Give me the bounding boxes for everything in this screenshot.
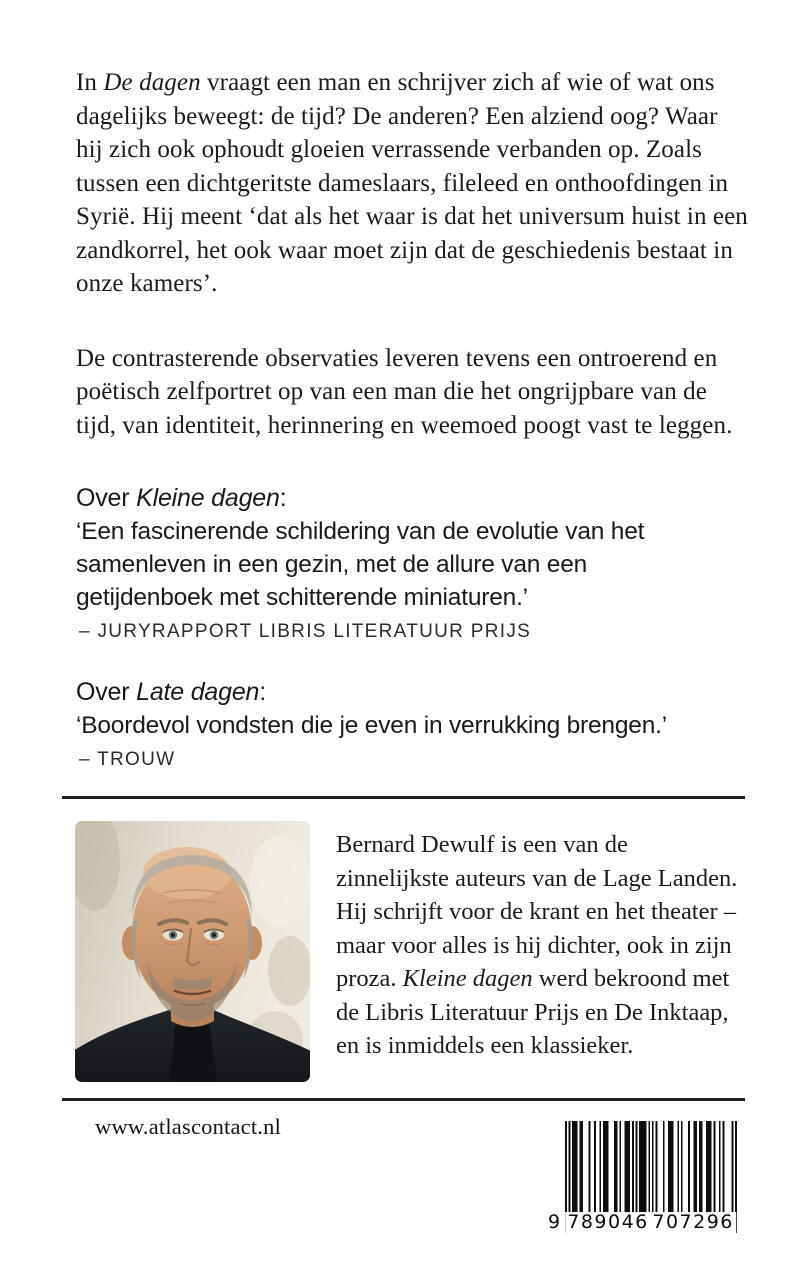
barcode-digits-right: 707296 (652, 1211, 734, 1233)
review-quote: ‘Een fascinerende schildering van de evolutie van het samenleven in een gezin, met de allure van een getijdenboek met schitterende miniaturen.’ (76, 518, 645, 611)
barcode-digit-lead: 9 (548, 1211, 561, 1233)
review-heading: Over Late dagen: (76, 678, 266, 706)
review-source: – TROUW (79, 749, 176, 770)
review-source: – JURYRAPPORT LIBRIS LITERATUUR PRIJS (79, 621, 532, 642)
review-heading: Over Kleine dagen: (76, 484, 287, 512)
synopsis (62, 66, 748, 442)
footer (62, 1101, 745, 1233)
author-portrait-illustration (75, 821, 310, 1082)
publisher-website: www.atlascontact.nl (95, 1114, 282, 1139)
barcode-digits-left: 789046 (567, 1211, 649, 1233)
author-bio: Bernard Dewulf is een van de zinnelijkste auteurs van de Lage Landen. Hij schrijft voor de krant en het theater – maar voor alles is hij dichter, ook in zijn proza. Kleine dagen werd bekroond met de Libris Literatuur Prijs en De Inktaap, en is inmiddels een klassieker. (336, 831, 738, 1059)
review-late-dagen (76, 676, 745, 771)
author-photo (75, 821, 310, 1082)
review-quote: ‘Boordevol vondsten die je even in verrukking brengen.’ (76, 712, 667, 739)
barcode (548, 1121, 737, 1233)
synopsis-paragraph-1: In De dagen vraagt een man en schrijver zich af wie of wat ons dagelijks beweegt: de tijd? De anderen? Een alziend oog? Waar hij zich ook ophoudt gloeien verrassende verbanden op. Zoals tussen een dichtgeritste dameslaars, fileleed en onthoofdingen in Syrië. Hij meent ‘dat als het waar is dat het universum huist in een zandkorrel, het ook waar moet zijn dat de geschiedenis bestaat in onze kamers’. (76, 69, 748, 297)
synopsis-paragraph-2: De contrasterende observaties leveren tevens een ontroerend en poëtisch zelfportret op van een man die het ongrijpbare van de tijd, van identiteit, herinnering en weemoed poogt vast te leggen. (76, 344, 733, 439)
divider-top (62, 796, 745, 799)
author-section (75, 821, 745, 1082)
review-kleine-dagen (76, 482, 745, 643)
